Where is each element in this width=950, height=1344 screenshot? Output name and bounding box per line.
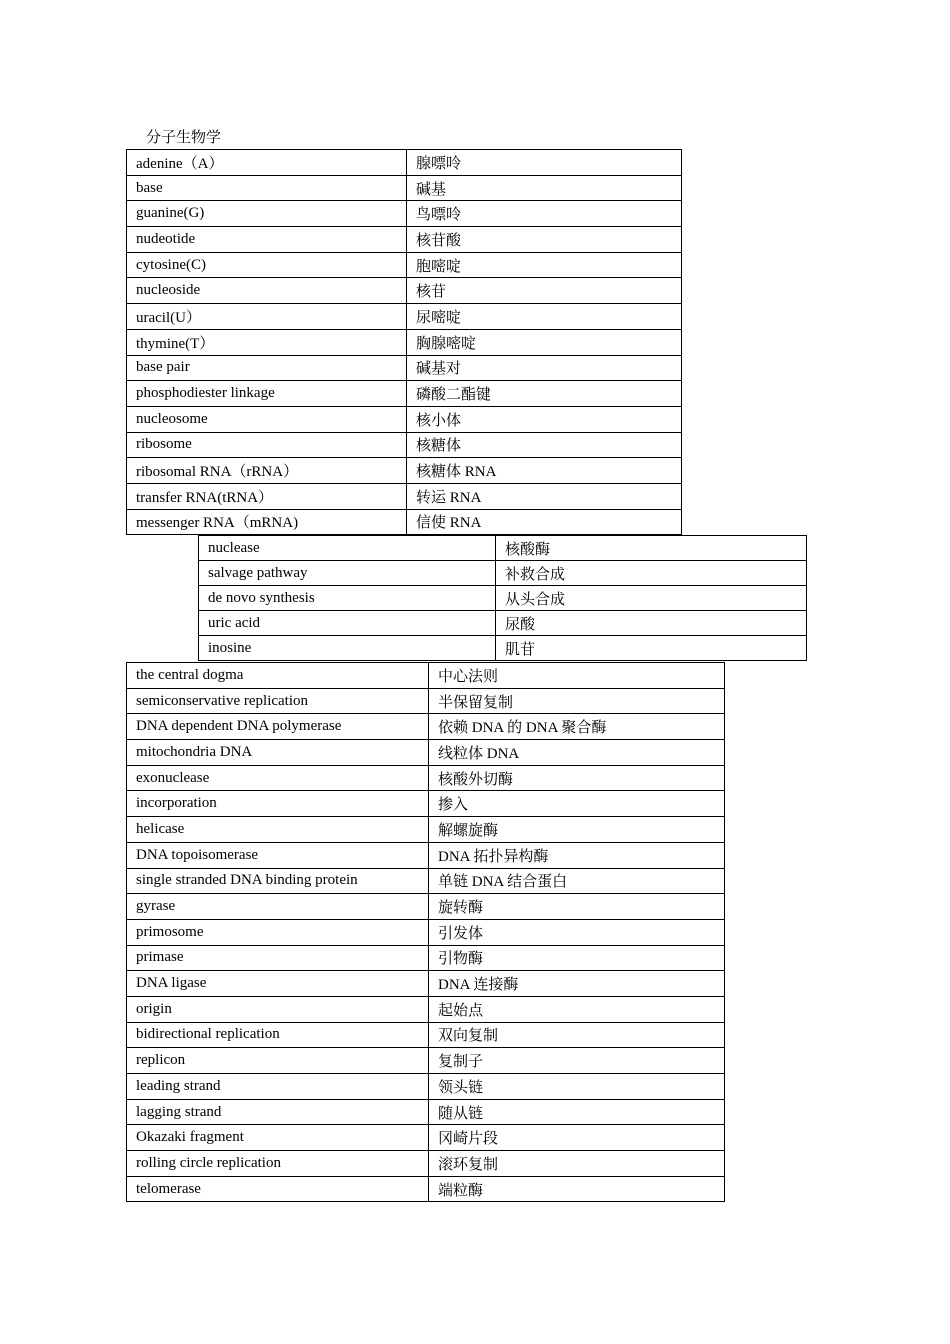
term-chinese: 领头链 (429, 1074, 725, 1100)
table-row (127, 381, 682, 407)
term-chinese: 依赖 DNA 的 DNA 聚合酶 (429, 714, 725, 740)
term-english: single stranded DNA binding protein (127, 868, 429, 894)
term-chinese: DNA 连接酶 (429, 971, 725, 997)
term-chinese: 复制子 (429, 1048, 725, 1074)
term-english: base (127, 175, 407, 201)
term-english: telomerase (127, 1176, 429, 1202)
term-chinese: DNA 拓扑异构酶 (429, 842, 725, 868)
term-english: lagging strand (127, 1099, 429, 1125)
term-english: transfer RNA(tRNA） (127, 483, 407, 509)
table-row (127, 278, 682, 304)
term-english: salvage pathway (199, 561, 496, 586)
table-row (127, 227, 682, 253)
table-row (127, 842, 725, 868)
term-english: DNA ligase (127, 971, 429, 997)
table-row (127, 1176, 725, 1202)
term-english: phosphodiester linkage (127, 381, 407, 407)
term-english: DNA dependent DNA polymerase (127, 714, 429, 740)
table-row (127, 1125, 725, 1151)
table-row (127, 175, 682, 201)
table-row (127, 252, 682, 278)
table-row (127, 150, 682, 176)
term-chinese: 碱基对 (407, 355, 682, 381)
term-chinese: 核糖体 RNA (407, 458, 682, 484)
term-chinese: 转运 RNA (407, 483, 682, 509)
term-chinese: 从头合成 (496, 586, 807, 611)
term-english: de novo synthesis (199, 586, 496, 611)
term-english: gyrase (127, 894, 429, 920)
term-english: inosine (199, 636, 496, 661)
table-row (127, 714, 725, 740)
table-row (127, 919, 725, 945)
term-english: DNA topoisomerase (127, 842, 429, 868)
term-english: nuclease (199, 536, 496, 561)
term-chinese: 核小体 (407, 406, 682, 432)
term-chinese: 中心法则 (429, 663, 725, 689)
table-row (127, 458, 682, 484)
term-english: Okazaki fragment (127, 1125, 429, 1151)
term-chinese: 冈崎片段 (429, 1125, 725, 1151)
table-row (127, 688, 725, 714)
term-english: semiconservative replication (127, 688, 429, 714)
term-english: nudeotide (127, 227, 407, 253)
term-chinese: 核苷 (407, 278, 682, 304)
term-chinese: 信使 RNA (407, 509, 682, 535)
document-title: 分子生物学 (146, 130, 222, 146)
table-row (127, 483, 682, 509)
term-english: replicon (127, 1048, 429, 1074)
term-chinese: 核苷酸 (407, 227, 682, 253)
term-english: mitochondria DNA (127, 740, 429, 766)
term-english: ribosomal RNA（rRNA） (127, 458, 407, 484)
table-row (127, 765, 725, 791)
table-row (127, 663, 725, 689)
term-chinese: 解螺旋酶 (429, 817, 725, 843)
term-chinese: 起始点 (429, 996, 725, 1022)
table-row (127, 740, 725, 766)
term-chinese: 线粒体 DNA (429, 740, 725, 766)
term-english: cytosine(C) (127, 252, 407, 278)
table-row (127, 1048, 725, 1074)
term-english: primase (127, 945, 429, 971)
term-chinese: 补救合成 (496, 561, 807, 586)
term-chinese: 胞嘧啶 (407, 252, 682, 278)
term-english: the central dogma (127, 663, 429, 689)
term-english: uric acid (199, 611, 496, 636)
table-row (127, 996, 725, 1022)
table-row (127, 355, 682, 381)
table-row (199, 561, 807, 586)
table-row (127, 201, 682, 227)
term-chinese: 双向复制 (429, 1022, 725, 1048)
term-chinese: 端粒酶 (429, 1176, 725, 1202)
term-chinese: 磷酸二酯键 (407, 381, 682, 407)
term-english: bidirectional replication (127, 1022, 429, 1048)
term-chinese: 核酸酶 (496, 536, 807, 561)
table-row (127, 432, 682, 458)
table-row (127, 791, 725, 817)
term-chinese: 半保留复制 (429, 688, 725, 714)
term-chinese: 掺入 (429, 791, 725, 817)
term-chinese: 胸腺嘧啶 (407, 329, 682, 355)
table-row (127, 329, 682, 355)
term-english: incorporation (127, 791, 429, 817)
term-english: base pair (127, 355, 407, 381)
term-english: helicase (127, 817, 429, 843)
term-chinese: 腺嘌呤 (407, 150, 682, 176)
term-chinese: 碱基 (407, 175, 682, 201)
table-row (127, 1074, 725, 1100)
term-chinese: 尿嘧啶 (407, 304, 682, 330)
table-row (127, 509, 682, 535)
term-chinese: 引发体 (429, 919, 725, 945)
term-chinese: 随从链 (429, 1099, 725, 1125)
term-english: guanine(G) (127, 201, 407, 227)
term-english: exonuclease (127, 765, 429, 791)
table-row (127, 1099, 725, 1125)
table-row (127, 304, 682, 330)
term-english: adenine（A） (127, 150, 407, 176)
table-row (199, 611, 807, 636)
table-row (127, 945, 725, 971)
term-english: rolling circle replication (127, 1151, 429, 1177)
term-english: leading strand (127, 1074, 429, 1100)
table-row (127, 1022, 725, 1048)
term-chinese: 鸟嘌呤 (407, 201, 682, 227)
table-row (127, 868, 725, 894)
term-english: uracil(U） (127, 304, 407, 330)
glossary-table-2 (198, 535, 807, 661)
term-chinese: 肌苷 (496, 636, 807, 661)
term-english: origin (127, 996, 429, 1022)
term-chinese: 旋转酶 (429, 894, 725, 920)
term-english: nucleoside (127, 278, 407, 304)
table-row (127, 817, 725, 843)
term-english: ribosome (127, 432, 407, 458)
table-row (127, 406, 682, 432)
table-row (127, 971, 725, 997)
term-chinese: 核酸外切酶 (429, 765, 725, 791)
term-chinese: 单链 DNA 结合蛋白 (429, 868, 725, 894)
term-chinese: 尿酸 (496, 611, 807, 636)
term-chinese: 核糖体 (407, 432, 682, 458)
table-row (127, 1151, 725, 1177)
term-chinese: 滚环复制 (429, 1151, 725, 1177)
glossary-table-1 (126, 149, 682, 535)
glossary-table-3 (126, 662, 725, 1202)
term-chinese: 引物酶 (429, 945, 725, 971)
term-english: messenger RNA（mRNA) (127, 509, 407, 535)
term-english: nucleosome (127, 406, 407, 432)
table-row (199, 536, 807, 561)
term-english: thymine(T） (127, 329, 407, 355)
table-row (199, 636, 807, 661)
table-row (199, 586, 807, 611)
table-row (127, 894, 725, 920)
term-english: primosome (127, 919, 429, 945)
